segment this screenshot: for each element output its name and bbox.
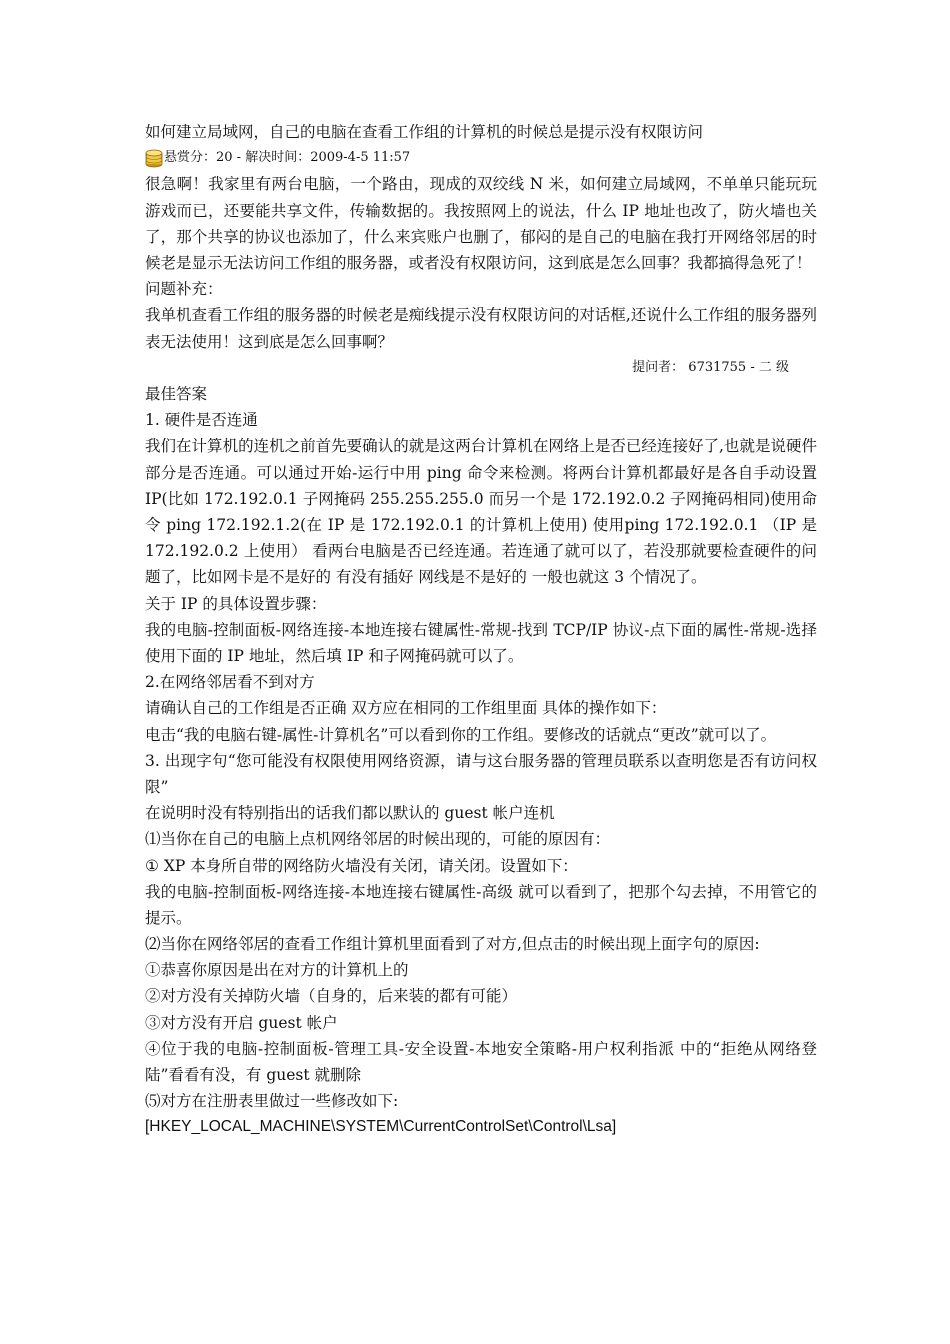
reward-and-time: 悬赏分：20 - 解决时间：2009-4-5 11:57 bbox=[164, 150, 411, 166]
part-1-item-1: ① XP 本身所自带的网络防火墙没有关闭，请关闭。设置如下： bbox=[145, 856, 578, 875]
section-2-line-1: 请确认自己的工作组是否正确 双方应在相同的工作组里面 具体的操作如下： bbox=[145, 699, 667, 718]
section-3-title: 3. 出现字句“您可能没有权限使用网络资源，请与这台服务器的管理员联系以查明您是否有访问权限” bbox=[145, 751, 817, 796]
section-2-title: 2.在网络邻居看不到对方 bbox=[145, 673, 315, 692]
part-2-title: ⑵当你在网络邻居的查看工作组计算机里面看到了对方,但点击的时候出现上面字句的原因: bbox=[145, 935, 760, 954]
ip-steps-body: 我的电脑-控制面板-网络连接-本地连接右键属性-常规-找到 TCP/IP 协议-点下面的属性-常规-选择使用下面的 IP 地址，然后填 IP 和子网掩码就可以了。 bbox=[145, 620, 817, 665]
part-1-title: ⑴当你在自己的电脑上点机网络邻居的时候出现的，可能的原因有： bbox=[145, 830, 611, 849]
document-content bbox=[145, 119, 817, 1141]
part-1-item-1-body: 我的电脑-控制面板-网络连接-本地连接右键属性-高级 就可以看到了，把那个勾去掉，不用管它的提示。 bbox=[145, 882, 817, 927]
part-2-item-1: ①恭喜你原因是出在对方的计算机上的 bbox=[145, 961, 409, 980]
ip-steps-label: 关于 IP 的具体设置步骤： bbox=[145, 594, 327, 613]
coin-stack-icon bbox=[145, 148, 163, 168]
question-title: 如何建立局域网，自己的电脑在查看工作组的计算机的时候总是提示没有权限访问 bbox=[145, 123, 704, 141]
question-body: 很急啊！我家里有两台电脑，一个路由，现成的双绞线 N 米，如何建立局域网，不单单只能玩玩游戏而已，还要能共享文件，传输数据的。我按照网上的说法，什么 IP 地址也改了，防火墙也关了，那个共享的协议也添加了，什么来宾账户也删了，郁闷的是自己的电脑在我打开网络邻居的时候老是显示无法访问工作组的服务器，或者没有权限访问，这到底是怎么回事？我都搞得急死了！ bbox=[145, 175, 817, 272]
question-supplement: 我单机查看工作组的服务器的时候老是痴线提示没有权限访问的对话框,还说什么工作组的服务器列表无法使用！这到底是怎么回事啊？ bbox=[145, 306, 817, 351]
section-1-title: 1. 硬件是否连通 bbox=[145, 411, 258, 430]
part-2-item-2: ②对方没有关掉防火墙（自身的，后来装的都有可能） bbox=[145, 987, 518, 1006]
question-meta-row bbox=[145, 145, 817, 171]
part-2-item-5: ⑸对方在注册表里做过一些修改如下: bbox=[145, 1092, 399, 1111]
supplement-label: 问题补充： bbox=[145, 280, 223, 299]
section-2-line-2: 电击“我的电脑右键-属性-计算机名”可以看到你的工作组。要修改的话就点“更改”就可以了。 bbox=[145, 725, 777, 744]
section-3-line-1: 在说明时没有特别指出的话我们都以默认的 guest 帐户连机 bbox=[145, 804, 555, 823]
section-1-body: 我们在计算机的连机之前首先要确认的就是这两台计算机在网络上是否已经连接好了,也就是说硬件部分是否连通。可以通过开始-运行中用 ping 命令来检测。将两台计算机都最好是各自手动设置 IP(比如 172.192.0.1 子网掩码 255.255.255.0 而另一个是 172.192.0.2 子网掩码相同)使用命令 ping 172.192.1.2(在 IP 是 172.192.0.1 的计算机上使用) 使用ping 172.192.0.1 （IP 是 172.192.0.2 上使用） 看两台电脑是否已经连通。若连通了就可以了，若没那就要检查硬件的问题了，比如网卡是不是好的 有没有插好 网线是不是好的 一般也就这 3 个情况了。 bbox=[145, 437, 817, 587]
registry-path: [HKEY_LOCAL_MACHINE\SYSTEM\CurrentControlSet\Control\Lsa] bbox=[145, 1118, 617, 1136]
part-2-item-4: ④位于我的电脑-控制面板-管理工具-安全设置-本地安全策略-用户权利指派 中的“拒绝从网络登陆”看看有没，有 guest 就删除 bbox=[145, 1039, 817, 1085]
part-2-item-3: ③对方没有开启 guest 帐户 bbox=[145, 1013, 338, 1032]
asker-info: 提问者： 6731755 - 二 级 bbox=[632, 359, 789, 375]
best-answer-heading: 最佳答案 bbox=[145, 384, 208, 403]
